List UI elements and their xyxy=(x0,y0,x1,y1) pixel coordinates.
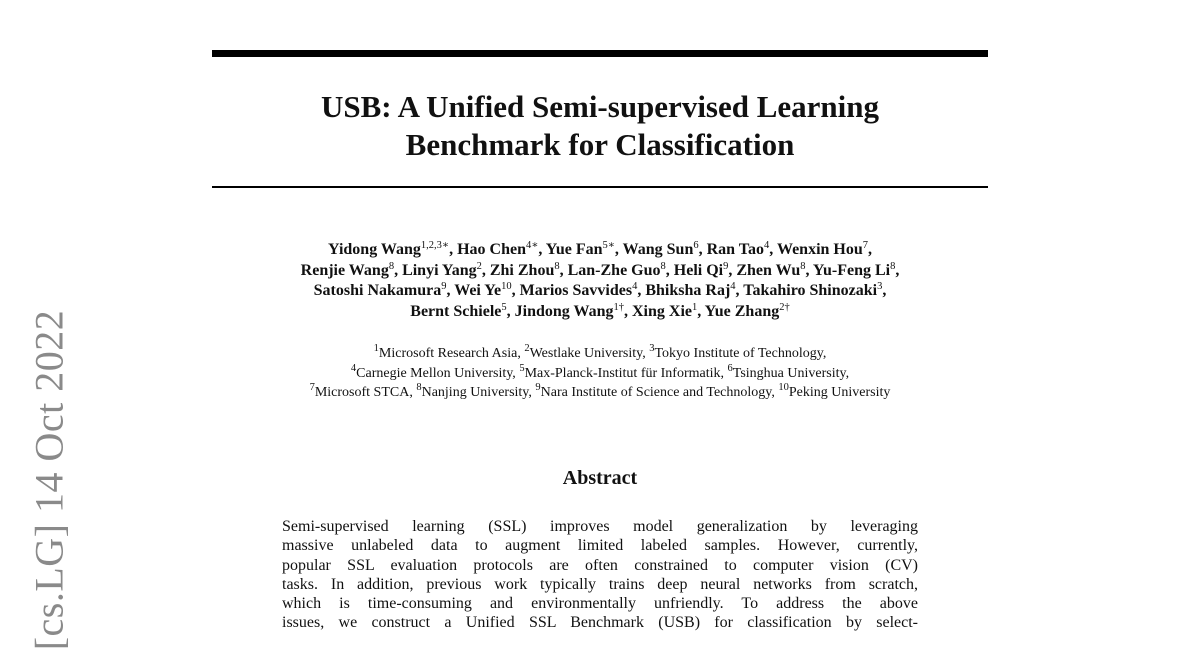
affiliation-name: Microsoft STCA, xyxy=(314,385,417,400)
author-name: Xing Xie xyxy=(632,302,692,320)
affiliation-number: 8 xyxy=(416,382,422,393)
author-affiliation-marker: 2† xyxy=(779,301,790,313)
abstract-line: which is time-consuming and environmentally unfriendly. To address the above xyxy=(282,595,918,613)
author-affiliation-marker: 8 xyxy=(890,260,896,272)
affiliation-number: 2 xyxy=(524,343,530,354)
author-affiliation-marker: 2 xyxy=(476,260,482,272)
affiliation-name: Tsinghua University, xyxy=(732,365,850,381)
abstract-line: issues, we construct a Unified SSL Benchmark (USB) for classification by select- xyxy=(282,614,918,632)
author-affiliation-marker: 4∗ xyxy=(525,240,539,251)
author-affiliation-marker: 5∗ xyxy=(602,240,615,251)
author-list xyxy=(212,240,988,322)
affiliation-name: Nanjing University, xyxy=(421,385,536,400)
author-affiliation-marker: 9 xyxy=(441,281,447,292)
affiliation-number: 1 xyxy=(373,343,379,354)
author-name: Jindong Wang xyxy=(514,302,614,320)
author-affiliation-marker: 1,2,3∗ xyxy=(420,240,450,251)
affiliation-line xyxy=(212,344,988,364)
affiliation-line xyxy=(212,383,988,403)
affiliation-number: 9 xyxy=(535,382,541,393)
affiliation-name: Tokyo Institute of Technology, xyxy=(654,346,827,361)
author-affiliation-marker: 4 xyxy=(763,240,770,251)
author-line: Bernt Schiele$^5$, Jindong Wang$^{1\dagger}$, Xing Xie$^1$, Yue Zhang$^{2\dagger}$ xyxy=(410,301,790,320)
author-name: Satoshi Nakamura xyxy=(313,282,442,299)
author-affiliation-marker: 8 xyxy=(554,260,560,272)
author-affiliation-marker: 1† xyxy=(613,301,624,313)
paper-title xyxy=(212,88,988,164)
author-name: Yu-Feng Li xyxy=(812,261,891,279)
author-affiliation-marker: 3 xyxy=(877,281,883,292)
author-affiliation-marker: 8 xyxy=(388,260,395,272)
author-name: Bernt Schiele xyxy=(410,302,502,320)
abstract-heading: Abstract xyxy=(562,467,638,489)
author-name: Takahiro Shinozaki xyxy=(743,282,878,299)
author-name: Ran Tao xyxy=(706,241,764,258)
author-affiliation-marker: 4 xyxy=(730,281,736,292)
author-name: Marios Savvides xyxy=(519,282,633,299)
affiliation-line xyxy=(212,364,988,384)
affiliation-list xyxy=(212,344,988,403)
author-name: Wenxin Hou xyxy=(776,241,863,258)
affiliation-name: Peking University xyxy=(788,385,891,400)
author-affiliation-marker: 1 xyxy=(692,301,698,313)
author-name: Wei Ye xyxy=(454,282,502,299)
author-name: Renjie Wang xyxy=(300,261,389,279)
abstract-line: massive unlabeled data to augment limited labeled samples. However, currently, xyxy=(282,537,918,555)
author-name: Zhen Wu xyxy=(736,261,801,279)
affiliation-name: Max-Planck-Institut für Informatik, xyxy=(524,365,728,381)
author-name: Zhi Zhou xyxy=(489,261,555,279)
author-name: Wang Sun xyxy=(622,241,694,258)
title-bottom-rule xyxy=(212,186,988,188)
author-affiliation-marker: 8 xyxy=(660,260,666,272)
affiliation-number: 3 xyxy=(649,343,655,354)
author-affiliation-marker: 10 xyxy=(501,281,512,292)
paper-title-line-1: USB: A Unified Semi-supervised Learning xyxy=(320,89,880,124)
author-name: Yue Fan xyxy=(545,241,603,258)
affiliation-number: 6 xyxy=(727,362,733,374)
author-line: Yidong Wang$^{1,2,3∗}$, Hao Chen$^{4∗}$, Yue Fan$^{5∗}$, Wang Sun$^6$, Ran Tao$^4$, Wenxin Hou$^7$, xyxy=(327,240,873,258)
affiliation-name: Nara Institute of Science and Technology, xyxy=(540,385,779,400)
affiliation-name: Microsoft Research Asia, xyxy=(378,346,525,361)
author-affiliation-marker: 7 xyxy=(862,240,869,251)
affiliation-number: 4 xyxy=(350,362,357,374)
title-top-rule xyxy=(212,50,988,57)
author-name: Bhiksha Raj xyxy=(645,282,731,299)
affiliation-name: Carnegie Mellon University, xyxy=(356,365,520,381)
author-name: Yue Zhang xyxy=(704,302,780,320)
author-affiliation-marker: 9 xyxy=(723,260,729,272)
arxiv-side-stamp xyxy=(26,310,73,650)
affiliation-name: Westlake University, xyxy=(529,346,650,361)
author-line: Satoshi Nakamura$^9$, Wei Ye$^{10}$, Marios Savvides$^4$, Bhiksha Raj$^4$, Takahiro Shinozaki$^3$, xyxy=(313,281,887,299)
author-name: Heli Qi xyxy=(673,261,724,279)
author-affiliation-marker: 6 xyxy=(693,240,699,251)
author-name: Linyi Yang xyxy=(402,261,477,279)
paper-title-line-2: Benchmark for Classification xyxy=(405,127,795,162)
abstract-line: popular SSL evaluation protocols are often constrained to computer vision (CV) xyxy=(282,556,918,574)
author-affiliation-marker: 4 xyxy=(632,281,638,292)
author-name: Yidong Wang xyxy=(327,241,421,258)
affiliation-number: 10 xyxy=(778,382,789,393)
author-name: Hao Chen xyxy=(457,241,526,258)
abstract-line: tasks. In addition, previous work typically trains deep neural networks from scratch, xyxy=(282,575,918,593)
abstract-body xyxy=(282,517,918,633)
arxiv-date: 14 Oct 2022 xyxy=(26,309,72,513)
author-affiliation-marker: 5 xyxy=(501,301,507,313)
author-name: Lan-Zhe Guo xyxy=(567,261,661,279)
abstract-line: Semi-supervised learning (SSL) improves model generalization by leveraging xyxy=(282,518,918,535)
arxiv-category: [cs.LG] xyxy=(26,523,72,650)
affiliation-number: 5 xyxy=(519,362,525,374)
author-affiliation-marker: 8 xyxy=(800,260,806,272)
author-line: Renjie Wang$^8$, Linyi Yang$^2$, Zhi Zhou$^8$, Lan-Zhe Guo$^8$, Heli Qi$^9$, Zhen Wu$^8$, Yu-Feng Li$^8$, xyxy=(300,260,900,279)
affiliation-number: 7 xyxy=(309,382,315,393)
